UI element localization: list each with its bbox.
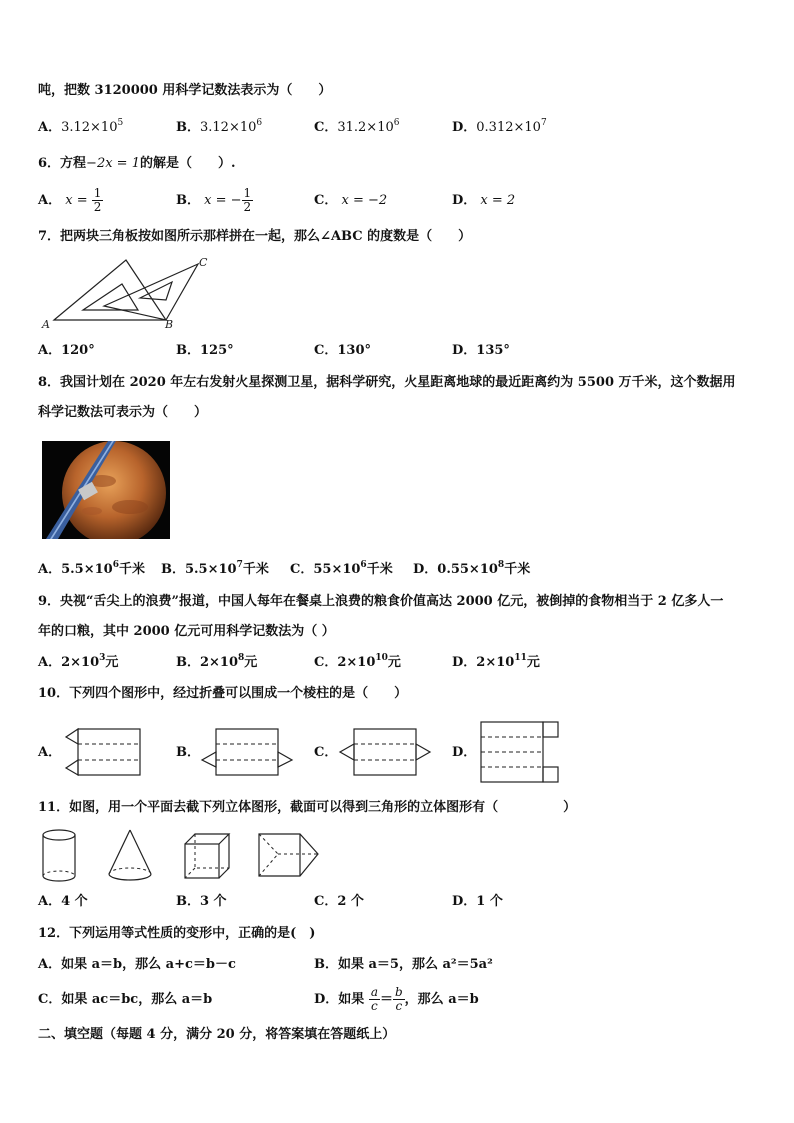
- q5-option-c[interactable]: [314, 119, 399, 137]
- exponent: 7: [236, 560, 243, 570]
- q6-equation: −2x = 1: [86, 156, 140, 171]
- q10-option-a[interactable]: A．: [38, 745, 62, 760]
- option-value: D．2×10: [452, 655, 515, 670]
- exponent: 3: [99, 653, 106, 663]
- q10-net-b: [200, 727, 296, 777]
- option-conclusion: ，那么 a＝b: [404, 992, 479, 1007]
- option-value: B．5.5×10: [161, 562, 237, 577]
- q12-option-d[interactable]: [314, 982, 479, 1018]
- q11-option-a[interactable]: A．4 个: [38, 894, 88, 909]
- exponent: 6: [360, 560, 367, 570]
- exponent: 8: [497, 560, 505, 570]
- q10-option-d[interactable]: D．: [452, 745, 477, 760]
- exponent: 6: [112, 560, 119, 570]
- option-label: A．: [38, 193, 62, 208]
- q9-stem-line1: 9．央视“舌尖上的浪费”报道，中国人每年在餐桌上浪费的粮食价值高达 2000 亿元，被倒掉的食物相当于 2 亿多人一: [38, 594, 724, 609]
- option-lhs: x = −: [204, 193, 242, 208]
- q9-option-b[interactable]: [176, 654, 257, 672]
- q9-stem-line2: 年的口粮，其中 2000 亿元可用科学记数法为（ ）: [38, 624, 335, 639]
- option-label: A．: [38, 120, 62, 135]
- q8-option-c[interactable]: [290, 561, 393, 579]
- triangle-rulers-figure: [38, 254, 228, 332]
- unit: 千米: [504, 562, 531, 577]
- option-value: x = −2: [341, 193, 388, 208]
- exponent: 8: [238, 653, 245, 663]
- q11-option-b[interactable]: B．3 个: [176, 894, 227, 909]
- q6-option-d[interactable]: [452, 192, 515, 210]
- exponent: 10: [375, 653, 388, 663]
- exponent: 11: [514, 653, 527, 663]
- numerator: a: [370, 985, 378, 999]
- q11-stem: 11．如图，用一个平面去截下列立体图形，截面可以得到三角形的立体图形有（ ）: [38, 800, 577, 815]
- q6-option-c[interactable]: [314, 192, 387, 210]
- option-label: D．如果: [314, 992, 365, 1007]
- q7-option-c[interactable]: C．130°: [314, 343, 371, 358]
- q10-stem: 10．下列四个图形中，经过折叠可以围成一个棱柱的是（ ）: [38, 686, 408, 701]
- fraction: [242, 187, 254, 214]
- point-a-label: A: [42, 318, 50, 331]
- q5-option-b[interactable]: [176, 119, 262, 137]
- q6-stem-pre: 6．方程: [38, 156, 87, 171]
- numerator: 1: [243, 186, 252, 200]
- q7-option-a[interactable]: A．120°: [38, 343, 95, 358]
- mars-picture: [42, 441, 170, 539]
- unit: 千米: [366, 562, 393, 577]
- q11-option-c[interactable]: C．2 个: [314, 894, 364, 909]
- unit: 元: [387, 655, 401, 670]
- denominator: 2: [243, 200, 252, 214]
- q5-stem: 吨，把数 3120000 用科学记数法表示为（ ）: [38, 83, 332, 98]
- cube-shape: [182, 830, 232, 882]
- exponent: 6: [393, 118, 400, 128]
- option-label: D．: [452, 120, 477, 135]
- q9-option-a[interactable]: [38, 654, 118, 672]
- option-value: C．2×10: [314, 655, 376, 670]
- q8-option-d[interactable]: [413, 561, 530, 579]
- q12-option-c[interactable]: C．如果 ac＝bc，那么 a＝b: [38, 992, 213, 1007]
- denominator: c: [371, 999, 378, 1013]
- cone-shape: [106, 828, 156, 884]
- option-value: C．55×10: [290, 562, 361, 577]
- q9-option-c[interactable]: [314, 654, 401, 672]
- q7-option-b[interactable]: B．125°: [176, 343, 234, 358]
- option-value: x = 2: [480, 193, 516, 208]
- q8-stem-line2: 科学记数法可表示为（ ）: [38, 405, 208, 420]
- option-value: 3.12×10: [200, 120, 257, 135]
- exponent: 7: [540, 118, 547, 128]
- numerator: 1: [93, 186, 102, 200]
- numerator: b: [394, 985, 403, 999]
- option-lhs: x =: [65, 193, 88, 208]
- q8-option-a[interactable]: [38, 561, 145, 579]
- mars-satellite-image: [42, 441, 170, 539]
- exponent: 5: [117, 118, 124, 128]
- option-value: A．5.5×10: [38, 562, 113, 577]
- unit: 千米: [242, 562, 269, 577]
- option-value: 0.312×10: [476, 120, 541, 135]
- q5-option-d[interactable]: [452, 119, 547, 137]
- unit: 元: [244, 655, 258, 670]
- fraction: [92, 187, 104, 214]
- option-label: D．: [452, 193, 477, 208]
- q10-option-c[interactable]: C．: [314, 745, 338, 760]
- q6-option-a[interactable]: [38, 183, 103, 219]
- q10-net-c: [338, 727, 434, 777]
- q6-stem-post: 的解是（ ）.: [139, 156, 236, 171]
- option-value: 3.12×10: [61, 120, 118, 135]
- option-value: D．0.55×10: [413, 562, 498, 577]
- denominator: 2: [93, 200, 102, 214]
- pentagonal-prism-shape: [256, 830, 322, 882]
- q11-option-d[interactable]: D．1 个: [452, 894, 503, 909]
- option-value: B．2×10: [176, 655, 239, 670]
- q12-stem: 12．下列运用等式性质的变形中，正确的是( ): [38, 926, 316, 941]
- q10-option-b[interactable]: B．: [176, 745, 200, 760]
- q12-option-a[interactable]: A．如果 a＝b，那么 a+c＝b－c: [38, 957, 236, 972]
- q5-option-a[interactable]: [38, 119, 123, 137]
- unit: 元: [526, 655, 540, 670]
- exponent: 6: [256, 118, 263, 128]
- cylinder-shape: [40, 828, 80, 884]
- q12-option-b[interactable]: B．如果 a＝5，那么 a²＝5a²: [314, 957, 493, 972]
- point-b-label: B: [165, 318, 174, 331]
- q9-option-d[interactable]: [452, 654, 540, 672]
- q8-option-b[interactable]: [161, 561, 269, 579]
- fraction-a-over-c: [369, 986, 380, 1013]
- option-value: 31.2×10: [337, 120, 394, 135]
- denominator: c: [395, 999, 403, 1013]
- option-label: B．: [176, 193, 200, 208]
- unit: 千米: [118, 562, 145, 577]
- q7-option-d[interactable]: D．135°: [452, 343, 510, 358]
- option-value: A．2×10: [38, 655, 100, 670]
- point-c-label: C: [199, 256, 208, 269]
- fraction-b-over-c: [393, 986, 405, 1013]
- section-two-heading: 二、填空题（每题 4 分，满分 20 分，将答案填在答题纸上）: [38, 1027, 396, 1042]
- q10-net-a: [62, 727, 142, 777]
- q8-stem-line1: 8．我国计划在 2020 年左右发射火星探测卫星，据科学研究，火星距离地球的最近距离约为 5500 万千米，这个数据用: [38, 375, 736, 390]
- option-label: B．: [176, 120, 200, 135]
- option-label: C．: [314, 193, 338, 208]
- unit: 元: [105, 655, 119, 670]
- option-label: C．: [314, 120, 338, 135]
- q7-stem: 7．把两块三角板按如图所示那样拼在一起，那么∠ABC 的度数是（ ）: [38, 229, 472, 244]
- q6-stem: [38, 155, 236, 173]
- q6-option-b[interactable]: [176, 183, 253, 219]
- q10-net-d: [478, 720, 562, 784]
- equals-sign: ＝: [379, 992, 393, 1007]
